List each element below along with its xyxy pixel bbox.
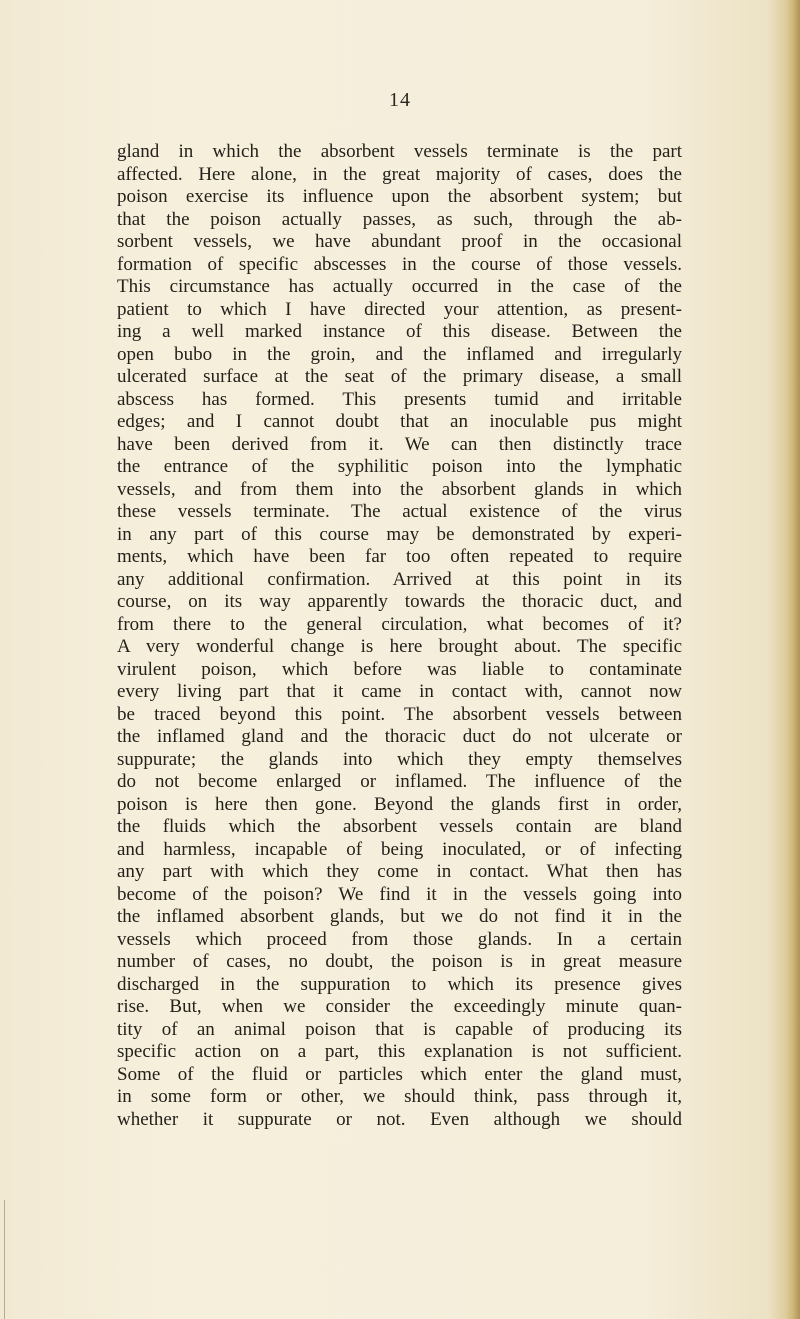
text-line: these vessels terminate. The actual existence of the virus [117, 501, 682, 522]
text-line: any part with which they come in contact. What then has [117, 861, 682, 882]
text-line: open bubo in the groin, and the inflamed and irregularly [117, 343, 682, 365]
text-line: ing a well marked instance of this disease. Between the [117, 321, 682, 342]
text-line: that the poison actually passes, as such, through the ab- [117, 208, 682, 230]
text-line: number of cases, no doubt, the poison is in great measure [117, 951, 682, 972]
text-line: tity of an animal poison that is capable of producing its [117, 1018, 682, 1040]
text-line: ulcerated surface at the seat of the primary disease, a small [117, 366, 682, 387]
text-line: the entrance of the syphilitic poison into the lymphatic [117, 456, 682, 477]
text-line: This circumstance has actually occurred in the case of the [117, 276, 682, 297]
text-line: have been derived from it. We can then distinctly trace [117, 433, 682, 455]
text-line: rise. But, when we consider the exceedingly minute quan- [117, 996, 682, 1017]
text-line: and harmless, incapable of being inoculated, or of infecting [117, 838, 682, 860]
text-line: the inflamed gland and the thoracic duct do not ulcerate or [117, 726, 682, 747]
page-edge-shadow [786, 0, 800, 1319]
body-text [117, 141, 682, 1131]
text-line: gland in which the absorbent vessels terminate is the part [117, 141, 682, 162]
text-line: formation of specific abscesses in the course of those vessels. [117, 253, 682, 275]
text-line: patient to which I have directed your attention, as present- [117, 298, 682, 320]
text-line: vessels which proceed from those glands. In a certain [117, 928, 682, 950]
text-line: virulent poison, which before was liable to contaminate [117, 658, 682, 680]
text-line: Some of the fluid or particles which enter the gland must, [117, 1063, 682, 1085]
text-line: be traced beyond this point. The absorbent vessels between [117, 703, 682, 725]
text-line: whether it suppurate or not. Even although we should [117, 1108, 682, 1130]
text-line: become of the poison? We find it in the vessels going into [117, 883, 682, 905]
text-line: from there to the general circulation, what becomes of it? [117, 613, 682, 635]
text-line: vessels, and from them into the absorbent glands in which [117, 478, 682, 500]
text-line: course, on its way apparently towards the thoracic duct, and [117, 591, 682, 612]
text-line: discharged in the suppuration to which its presence gives [117, 973, 682, 995]
text-line: the fluids which the absorbent vessels contain are bland [117, 816, 682, 837]
text-line: suppurate; the glands into which they empty themselves [117, 748, 682, 770]
text-line: edges; and I cannot doubt that an inoculable pus might [117, 411, 682, 432]
text-line: in some form or other, we should think, pass through it, [117, 1086, 682, 1107]
text-line: poison is here then gone. Beyond the glands first in order, [117, 793, 682, 815]
text-line: every living part that it came in contact with, cannot now [117, 681, 682, 702]
text-line: any additional confirmation. Arrived at this point in its [117, 568, 682, 590]
text-line: poison exercise its influence upon the absorbent system; but [117, 186, 682, 207]
text-line: ments, which have been far too often repeated to require [117, 546, 682, 567]
text-line: do not become enlarged or inflamed. The influence of the [117, 771, 682, 792]
text-line: A very wonderful change is here brought about. The specific [117, 636, 682, 657]
text-line: specific action on a part, this explanation is not sufficient. [117, 1041, 682, 1062]
text-line: affected. Here alone, in the great majority of cases, does the [117, 163, 682, 185]
text-line: sorbent vessels, we have abundant proof in the occasional [117, 231, 682, 252]
text-line: the inflamed absorbent glands, but we do not find it in the [117, 906, 682, 927]
text-line: abscess has formed. This presents tumid and irritable [117, 388, 682, 410]
margin-line [4, 1200, 5, 1319]
text-line: in any part of this course may be demonstrated by experi- [117, 523, 682, 545]
page-number: 14 [389, 89, 411, 111]
